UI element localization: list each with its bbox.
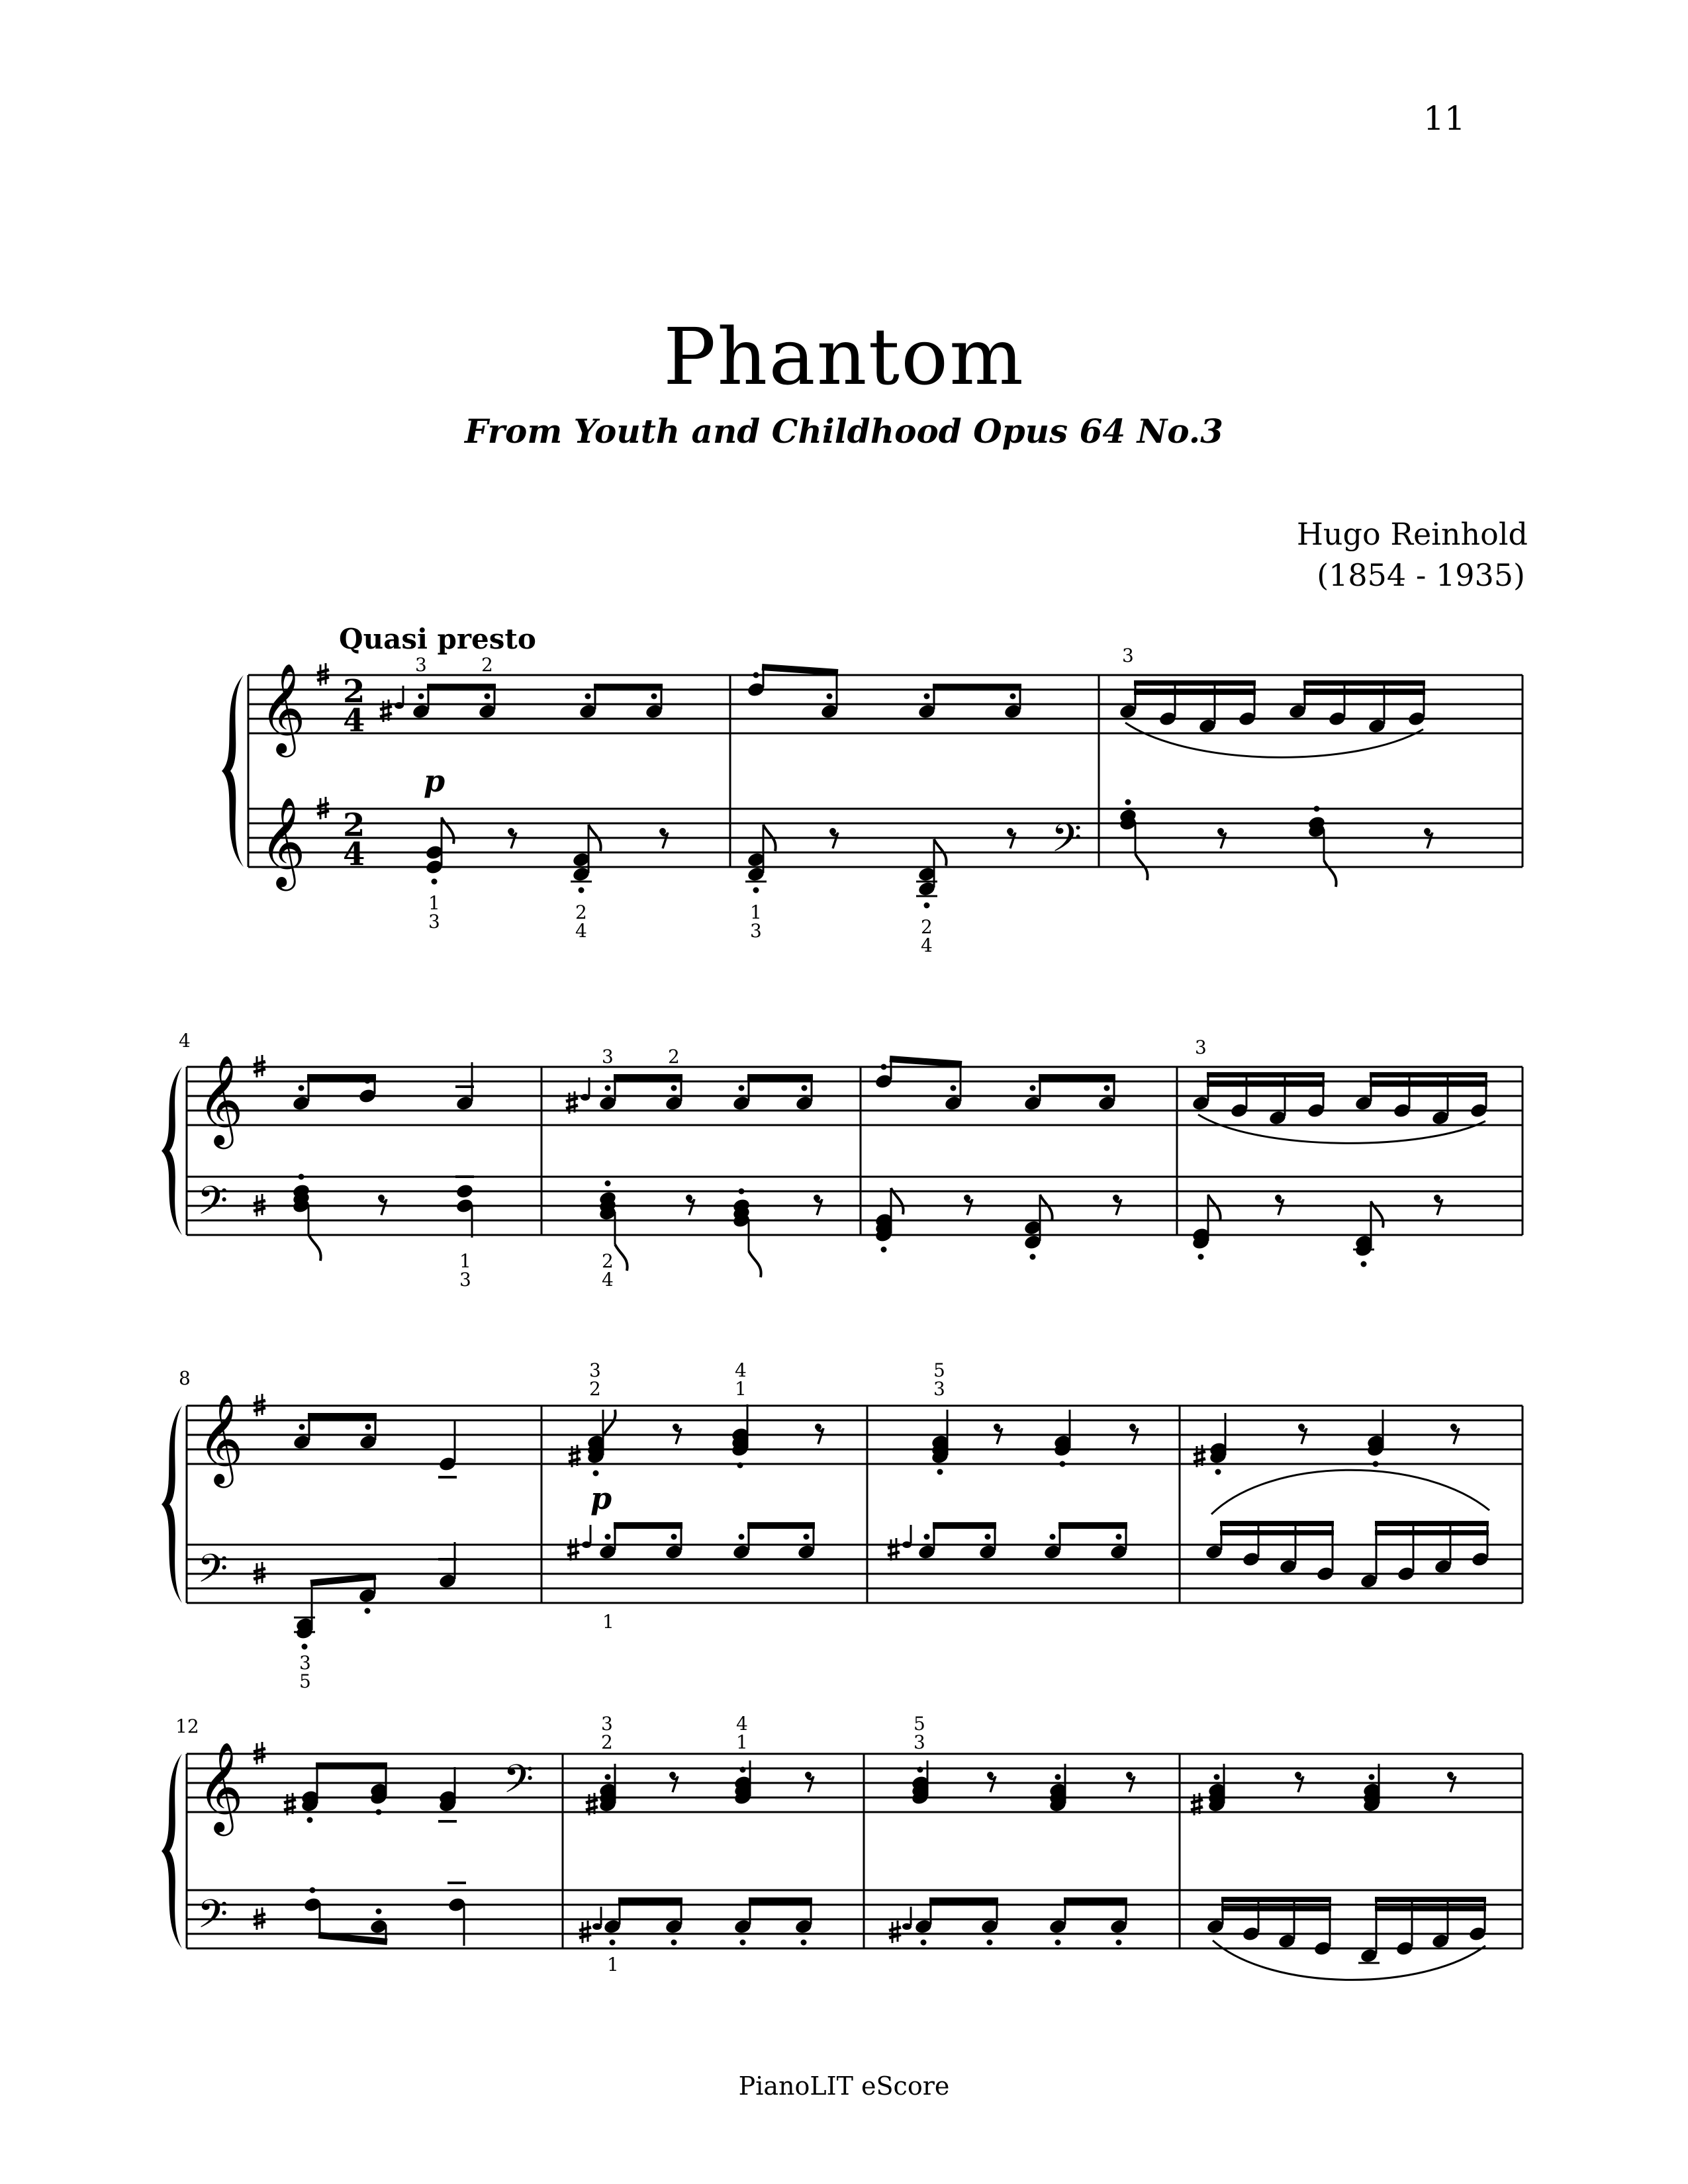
treble-clef-icon: 𝄞 (197, 1054, 244, 1145)
measure-5-treble (566, 1046, 814, 1114)
measure-8-treble (293, 1414, 457, 1477)
fingering: 4 (736, 1713, 748, 1735)
measure-9-bass (567, 1524, 816, 1633)
bass-clef-icon: 𝄢 (1051, 815, 1082, 870)
fingering: 1 (459, 1250, 471, 1272)
measure-15-bass (1206, 1898, 1487, 1980)
measure-2-bass (745, 815, 1082, 956)
system-2 (162, 1030, 1523, 1291)
treble-clef-icon: 𝄞 (197, 1392, 244, 1484)
fingering: 1 (750, 901, 762, 923)
time-signature-bottom: 4 (343, 836, 365, 873)
measure-11-bass (1205, 1470, 1490, 1589)
fingering: 5 (299, 1670, 311, 1692)
bass-clef-icon: 𝄢 (197, 1545, 228, 1601)
measure-10-bass (888, 1524, 1128, 1561)
measure-10-treble (931, 1359, 1138, 1475)
grand-staff-brace (162, 1754, 182, 1948)
fingering: 1 (607, 1954, 619, 1976)
fingering: 5 (914, 1713, 925, 1735)
measure-12-bass (303, 1883, 467, 1946)
measure-4-treble (292, 1062, 475, 1112)
grand-staff-brace (222, 675, 244, 867)
page-footer: PianoLIT eScore (738, 2071, 950, 2101)
measure-3-bass (1119, 799, 1432, 887)
fingering: 2 (589, 1378, 601, 1400)
measure-number: 12 (175, 1715, 199, 1737)
measure-13-treble (586, 1713, 814, 1815)
fingering: 3 (589, 1359, 601, 1381)
fingering: 3 (459, 1269, 471, 1291)
system-1 (222, 623, 1523, 956)
staff-lines-bass (248, 809, 1523, 867)
fingering: 4 (575, 920, 587, 942)
fingering: 4 (921, 934, 933, 956)
measure-6-treble (874, 1058, 1117, 1112)
composer-name: Hugo Reinhold (1296, 516, 1528, 552)
fingering: 3 (750, 920, 762, 942)
piece-title: Phantom (663, 311, 1025, 402)
fingering: 1 (735, 1378, 747, 1400)
treble-clef-icon: 𝄞 (259, 796, 306, 887)
treble-clef-icon: 𝄞 (259, 662, 306, 753)
measure-3-treble (1119, 645, 1427, 757)
page-number: 11 (1423, 99, 1466, 138)
dynamic-marking: p (424, 763, 445, 799)
piece-subtitle: From Youth and Childhood Opus 64 No.3 (465, 412, 1223, 451)
fingering: 3 (299, 1652, 311, 1674)
fingering: 2 (575, 901, 587, 923)
fingering: 2 (481, 654, 493, 676)
staff-lines-treble (187, 1406, 1523, 1464)
tempo-marking: Quasi presto (339, 623, 536, 655)
measure-6-bass (874, 1188, 1121, 1260)
grand-staff-brace (162, 1067, 182, 1235)
fingering: 3 (428, 911, 440, 933)
fingering: 3 (601, 1713, 613, 1735)
measure-9-treble (569, 1359, 823, 1516)
fingering: 3 (602, 1046, 614, 1068)
system-3 (162, 1359, 1523, 1692)
bass-clef-icon: 𝄢 (197, 1177, 228, 1233)
fingering: 1 (602, 1611, 614, 1633)
fingering: 2 (601, 1731, 613, 1753)
dynamic-marking: p (590, 1480, 612, 1516)
fingering: 4 (602, 1269, 614, 1291)
measure-13-bass (579, 1899, 813, 1976)
fingering: 1 (736, 1731, 748, 1753)
time-signature-top: 2 (343, 673, 365, 710)
fingering: 2 (921, 916, 933, 938)
fingering: 2 (602, 1250, 614, 1272)
fingering: 3 (1122, 645, 1134, 666)
time-signature-top: 2 (343, 807, 365, 844)
measure-7-treble (1192, 1036, 1489, 1143)
bass-clef-icon: 𝄢 (503, 1756, 534, 1811)
measure-number: 4 (179, 1030, 191, 1052)
measure-14-bass (889, 1899, 1128, 1946)
fingering: 3 (415, 654, 427, 676)
measure-1-treble (380, 654, 663, 722)
measure-8-bass (294, 1542, 457, 1692)
fingering: 2 (668, 1046, 680, 1068)
bass-clef-icon: 𝄢 (197, 1891, 228, 1946)
fingering: 4 (735, 1359, 747, 1381)
fingering: 1 (428, 892, 440, 914)
fingering: 3 (933, 1378, 945, 1400)
composer-dates: (1854 - 1935) (1317, 557, 1525, 593)
measure-15-treble (1191, 1764, 1456, 1815)
treble-clef-icon: 𝄞 (197, 1741, 244, 1832)
grand-staff-brace (162, 1406, 182, 1603)
fingering: 3 (1195, 1036, 1207, 1058)
time-signature-bottom: 4 (343, 702, 365, 739)
measure-1-bass (425, 817, 668, 942)
system-4 (162, 1713, 1523, 1980)
fingering: 5 (933, 1359, 945, 1381)
measure-2-treble (747, 665, 1023, 720)
fingering: 3 (914, 1731, 925, 1753)
measure-number: 8 (179, 1367, 191, 1389)
staff-lines-bass (187, 1177, 1523, 1235)
